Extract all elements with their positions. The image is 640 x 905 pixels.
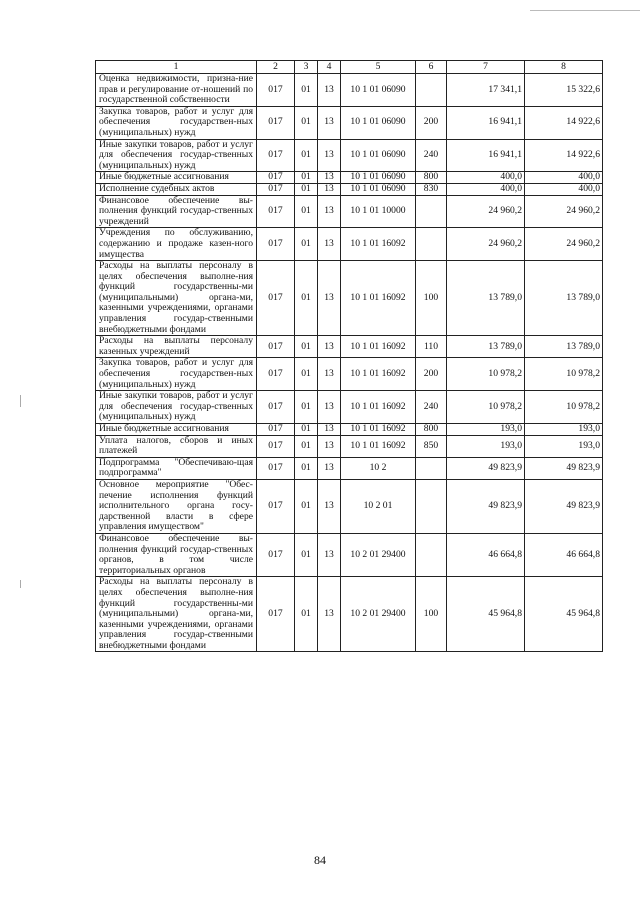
row-cell-c5: 10 1 01 06090	[341, 106, 416, 139]
row-cell-c4: 13	[318, 74, 341, 107]
row-cell-c6	[416, 195, 447, 228]
row-cell-c4: 13	[318, 228, 341, 261]
row-cell-c4: 13	[318, 106, 341, 139]
row-cell-c5: 10 2 01 29400	[341, 577, 416, 652]
row-name-cell: Иные закупки товаров, работ и услуг для обеспечения государ-ственных (муниципальных) нужд	[96, 391, 257, 424]
row-cell-c7: 13 789,0	[447, 336, 525, 358]
row-cell-c3: 01	[295, 336, 318, 358]
row-name-cell: Расходы на выплаты персоналу в целях обеспечения выполне-ния функций государственны-ми (муниципальными) органа-ми, казенными учреждениями, органами управления государ-ственными внебюджетными фондами	[96, 577, 257, 652]
row-cell-c4: 13	[318, 358, 341, 391]
row-cell-c2: 017	[257, 577, 295, 652]
row-cell-c2: 017	[257, 358, 295, 391]
table-row	[96, 261, 603, 336]
row-name-cell: Иные бюджетные ассигнования	[96, 424, 257, 436]
column-header: 5	[341, 61, 416, 74]
table-row	[96, 195, 603, 228]
table-header-row	[96, 61, 603, 74]
row-cell-c4: 13	[318, 391, 341, 424]
row-cell-c5: 10 1 01 06090	[341, 139, 416, 172]
row-cell-c8: 14 922,6	[525, 139, 603, 172]
row-cell-c7: 46 664,8	[447, 533, 525, 576]
row-name-cell: Иные закупки товаров, работ и услуг для обеспечения государ-ственных (муниципальных) нужд	[96, 139, 257, 172]
row-cell-c5: 10 1 01 10000	[341, 195, 416, 228]
table-row	[96, 533, 603, 576]
row-cell-c4: 13	[318, 533, 341, 576]
row-cell-c5: 10 1 01 16092	[341, 336, 416, 358]
column-header: 3	[295, 61, 318, 74]
row-cell-c6	[416, 457, 447, 479]
budget-table	[95, 60, 603, 652]
row-cell-c7: 17 341,1	[447, 74, 525, 107]
row-cell-c2: 017	[257, 457, 295, 479]
row-cell-c8: 10 978,2	[525, 358, 603, 391]
row-cell-c3: 01	[295, 424, 318, 436]
row-name-cell: Финансовое обеспечение вы-полнения функций государ-ственных учреждений	[96, 195, 257, 228]
row-cell-c8: 24 960,2	[525, 228, 603, 261]
row-cell-c4: 13	[318, 195, 341, 228]
row-cell-c2: 017	[257, 424, 295, 436]
scan-mark	[20, 580, 21, 588]
row-cell-c5: 10 1 01 16092	[341, 435, 416, 457]
row-cell-c8: 193,0	[525, 424, 603, 436]
row-cell-c4: 13	[318, 479, 341, 533]
row-cell-c6: 200	[416, 106, 447, 139]
row-cell-c6: 800	[416, 424, 447, 436]
row-cell-c2: 017	[257, 139, 295, 172]
row-cell-c5: 10 1 01 06090	[341, 172, 416, 184]
table-row	[96, 424, 603, 436]
row-cell-c3: 01	[295, 533, 318, 576]
row-cell-c2: 017	[257, 391, 295, 424]
row-cell-c2: 017	[257, 435, 295, 457]
row-cell-c7: 193,0	[447, 435, 525, 457]
row-name-cell: Исполнение судебных актов	[96, 183, 257, 195]
row-cell-c7: 10 978,2	[447, 391, 525, 424]
row-cell-c3: 01	[295, 577, 318, 652]
row-cell-c6	[416, 479, 447, 533]
row-cell-c7: 193,0	[447, 424, 525, 436]
row-cell-c7: 400,0	[447, 183, 525, 195]
row-cell-c7: 49 823,9	[447, 457, 525, 479]
row-cell-c2: 017	[257, 533, 295, 576]
row-cell-c5: 10 1 01 16092	[341, 424, 416, 436]
row-cell-c3: 01	[295, 74, 318, 107]
table-row	[96, 435, 603, 457]
row-cell-c3: 01	[295, 172, 318, 184]
row-cell-c7: 16 941,1	[447, 106, 525, 139]
row-cell-c8: 14 922,6	[525, 106, 603, 139]
row-cell-c8: 400,0	[525, 183, 603, 195]
row-cell-c4: 13	[318, 457, 341, 479]
column-header: 4	[318, 61, 341, 74]
row-cell-c8: 15 322,6	[525, 74, 603, 107]
row-cell-c3: 01	[295, 261, 318, 336]
row-cell-c5: 10 1 01 16092	[341, 391, 416, 424]
row-cell-c3: 01	[295, 195, 318, 228]
column-header: 6	[416, 61, 447, 74]
row-cell-c6: 200	[416, 358, 447, 391]
row-name-cell: Закупка товаров, работ и услуг для обеспечения государствен-ных (муниципальных) нужд	[96, 358, 257, 391]
row-cell-c6: 830	[416, 183, 447, 195]
row-cell-c7: 45 964,8	[447, 577, 525, 652]
page-number: 84	[314, 853, 326, 867]
row-cell-c3: 01	[295, 228, 318, 261]
row-cell-c7: 49 823,9	[447, 479, 525, 533]
row-cell-c7: 10 978,2	[447, 358, 525, 391]
row-cell-c8: 193,0	[525, 435, 603, 457]
row-cell-c3: 01	[295, 183, 318, 195]
row-cell-c5: 10 1 01 16092	[341, 228, 416, 261]
row-cell-c3: 01	[295, 435, 318, 457]
row-cell-c4: 13	[318, 139, 341, 172]
row-cell-c5: 10 1 01 06090	[341, 74, 416, 107]
row-cell-c3: 01	[295, 457, 318, 479]
page-edge-line	[530, 10, 640, 11]
row-cell-c2: 017	[257, 336, 295, 358]
table-row	[96, 391, 603, 424]
row-cell-c5: 10 1 01 06090	[341, 183, 416, 195]
row-name-cell: Подпрограмма "Обеспечиваю-щая подпрограмма"	[96, 457, 257, 479]
row-cell-c8: 24 960,2	[525, 195, 603, 228]
row-cell-c6: 240	[416, 391, 447, 424]
row-cell-c5: 10 1 01 16092	[341, 358, 416, 391]
column-header: 1	[96, 61, 257, 74]
row-cell-c8: 13 789,0	[525, 336, 603, 358]
row-cell-c4: 13	[318, 424, 341, 436]
row-cell-c6: 850	[416, 435, 447, 457]
row-cell-c6	[416, 228, 447, 261]
row-name-cell: Иные бюджетные ассигнования	[96, 172, 257, 184]
row-cell-c8: 10 978,2	[525, 391, 603, 424]
row-name-cell: Основное мероприятие "Обес-печение исполнения функций исполнительного органа госу-дарственной власти в сфере управления имуществом"	[96, 479, 257, 533]
row-cell-c7: 24 960,2	[447, 228, 525, 261]
table-row	[96, 228, 603, 261]
row-cell-c3: 01	[295, 106, 318, 139]
row-cell-c6: 800	[416, 172, 447, 184]
row-cell-c8: 49 823,9	[525, 457, 603, 479]
row-cell-c3: 01	[295, 479, 318, 533]
row-cell-c6	[416, 533, 447, 576]
row-cell-c4: 13	[318, 261, 341, 336]
row-name-cell: Финансовое обеспечение вы-полнения функций государ-ственных органов, в том числе территориальных органов	[96, 533, 257, 576]
row-cell-c8: 46 664,8	[525, 533, 603, 576]
row-cell-c4: 13	[318, 577, 341, 652]
row-cell-c2: 017	[257, 195, 295, 228]
table-row	[96, 577, 603, 652]
row-cell-c8: 49 823,9	[525, 479, 603, 533]
scan-mark	[20, 395, 21, 407]
row-cell-c2: 017	[257, 106, 295, 139]
row-cell-c6: 100	[416, 261, 447, 336]
row-cell-c2: 017	[257, 74, 295, 107]
row-cell-c3: 01	[295, 358, 318, 391]
row-cell-c8: 45 964,8	[525, 577, 603, 652]
table-row	[96, 457, 603, 479]
table-row	[96, 336, 603, 358]
table-row	[96, 139, 603, 172]
row-cell-c4: 13	[318, 183, 341, 195]
row-cell-c6	[416, 74, 447, 107]
row-cell-c6: 240	[416, 139, 447, 172]
table-row	[96, 479, 603, 533]
row-cell-c8: 13 789,0	[525, 261, 603, 336]
table-row	[96, 106, 603, 139]
column-header: 7	[447, 61, 525, 74]
row-name-cell: Уплата налогов, сборов и иных платежей	[96, 435, 257, 457]
row-cell-c7: 16 941,1	[447, 139, 525, 172]
row-cell-c2: 017	[257, 183, 295, 195]
row-cell-c5: 10 2 01	[341, 479, 416, 533]
row-cell-c4: 13	[318, 172, 341, 184]
table-row	[96, 74, 603, 107]
table-body	[96, 74, 603, 652]
row-cell-c2: 017	[257, 172, 295, 184]
row-cell-c5: 10 2 01 29400	[341, 533, 416, 576]
row-cell-c3: 01	[295, 139, 318, 172]
row-cell-c5: 10 1 01 16092	[341, 261, 416, 336]
row-cell-c2: 017	[257, 261, 295, 336]
row-cell-c8: 400,0	[525, 172, 603, 184]
row-name-cell: Расходы на выплаты персоналу в целях обеспечения выполне-ния функций государственны-ми (муниципальными) органа-ми, казенными учреждениями, органами управления государ-ственными внебюджетными фондами	[96, 261, 257, 336]
row-cell-c5: 10 2	[341, 457, 416, 479]
row-name-cell: Закупка товаров, работ и услуг для обеспечения государствен-ных (муниципальных) нужд	[96, 106, 257, 139]
row-name-cell: Оценка недвижимости, призна-ние прав и регулирование от-ношений по государственной собственности	[96, 74, 257, 107]
row-cell-c2: 017	[257, 479, 295, 533]
table-row	[96, 172, 603, 184]
table-row	[96, 358, 603, 391]
row-name-cell: Расходы на выплаты персоналу казенных учреждений	[96, 336, 257, 358]
row-cell-c7: 13 789,0	[447, 261, 525, 336]
row-cell-c3: 01	[295, 391, 318, 424]
column-header: 2	[257, 61, 295, 74]
row-cell-c6: 100	[416, 577, 447, 652]
row-cell-c4: 13	[318, 435, 341, 457]
row-cell-c7: 24 960,2	[447, 195, 525, 228]
row-name-cell: Учреждения по обслуживанию, содержанию и продаже казен-ного имущества	[96, 228, 257, 261]
row-cell-c4: 13	[318, 336, 341, 358]
table-row	[96, 183, 603, 195]
row-cell-c2: 017	[257, 228, 295, 261]
column-header: 8	[525, 61, 603, 74]
row-cell-c6: 110	[416, 336, 447, 358]
row-cell-c7: 400,0	[447, 172, 525, 184]
